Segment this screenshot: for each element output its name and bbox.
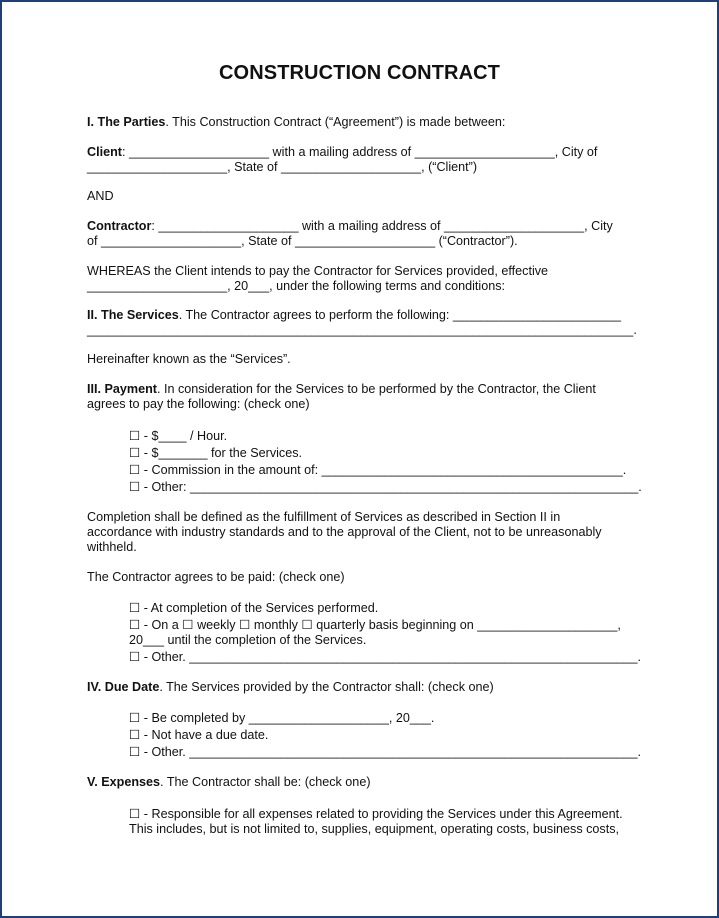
contractor-label: Contractor xyxy=(87,219,152,233)
services-line-1: II. The Services. The Contractor agrees to perform the following: ________________________ xyxy=(87,308,621,322)
whereas-line-1: WHEREAS the Client intends to pay the Contractor for Services provided, effective xyxy=(87,264,549,278)
contractor-line-1: Contractor: ____________________ with a mailing address of ____________________, City xyxy=(87,219,613,233)
document-title: CONSTRUCTION CONTRACT xyxy=(219,62,500,84)
expenses-intro: V. Expenses. The Contractor shall be: (check one) xyxy=(87,775,371,789)
payment-option-other[interactable]: ☐ - Other: ________________________________________________________________. xyxy=(129,480,642,494)
contractor-line-2: of ____________________, State of ____________________ (“Contractor”). xyxy=(87,234,518,248)
client-line-1: Client: ____________________ with a mailing address of ____________________, City of xyxy=(87,145,598,159)
paid-intro: The Contractor agrees to be paid: (check one) xyxy=(87,570,345,584)
paid-option-completion[interactable]: ☐ - At completion of the Services performed. xyxy=(129,601,379,615)
completion-line-1: Completion shall be defined as the fulfillment of Services as described in Section II in xyxy=(87,510,561,524)
paid-option-other[interactable]: ☐ - Other. ________________________________________________________________. xyxy=(129,650,642,664)
services-hereinafter: Hereinafter known as the “Services”. xyxy=(87,352,291,366)
services-line-2: ______________________________________________________________________________. xyxy=(87,323,637,337)
parties-heading: I. The Parties xyxy=(87,115,166,129)
payment-option-fixed[interactable]: ☐ - $_______ for the Services. xyxy=(129,446,303,460)
services-heading: II. The Services xyxy=(87,308,179,322)
payment-option-commission[interactable]: ☐ - Commission in the amount of: ___________________________________________. xyxy=(129,463,627,477)
client-label: Client xyxy=(87,145,122,159)
parties-intro: I. The Parties. This Construction Contract (“Agreement”) is made between: xyxy=(87,115,506,129)
due-date-heading: IV. Due Date xyxy=(87,680,160,694)
due-option-none[interactable]: ☐ - Not have a due date. xyxy=(129,728,269,742)
payment-heading: III. Payment xyxy=(87,382,157,396)
completion-line-2: accordance with industry standards and to the approval of the Client, not to be unreasonably xyxy=(87,525,602,539)
paid-option-periodic[interactable]: ☐ - On a ☐ weekly ☐ monthly ☐ quarterly basis beginning on ____________________, xyxy=(129,618,621,632)
expenses-option-line-1[interactable]: ☐ - Responsible for all expenses related to providing the Services under this Agreement. xyxy=(129,807,623,821)
client-line-2: ____________________, State of ____________________, (“Client”) xyxy=(87,160,478,174)
due-date-intro: IV. Due Date. The Services provided by the Contractor shall: (check one) xyxy=(87,680,494,694)
completion-line-3: withheld. xyxy=(87,540,137,554)
payment-line-2: agrees to pay the following: (check one) xyxy=(87,397,310,411)
due-option-other[interactable]: ☐ - Other. ________________________________________________________________. xyxy=(129,745,642,759)
expenses-option-line-2: This includes, but is not limited to, supplies, equipment, operating costs, business costs, xyxy=(129,822,620,836)
whereas-line-2: ____________________, 20___, under the following terms and conditions: xyxy=(87,279,506,293)
paid-option-periodic-cont: 20___ until the completion of the Services. xyxy=(129,633,367,647)
due-option-completed-by[interactable]: ☐ - Be completed by ____________________, 20___. xyxy=(129,711,435,725)
expenses-heading: V. Expenses xyxy=(87,775,161,789)
and-text: AND xyxy=(87,189,114,203)
payment-option-hourly[interactable]: ☐ - $____ / Hour. xyxy=(129,429,228,443)
payment-line-1: III. Payment. In consideration for the Services to be performed by the Contractor, the Client xyxy=(87,382,596,396)
